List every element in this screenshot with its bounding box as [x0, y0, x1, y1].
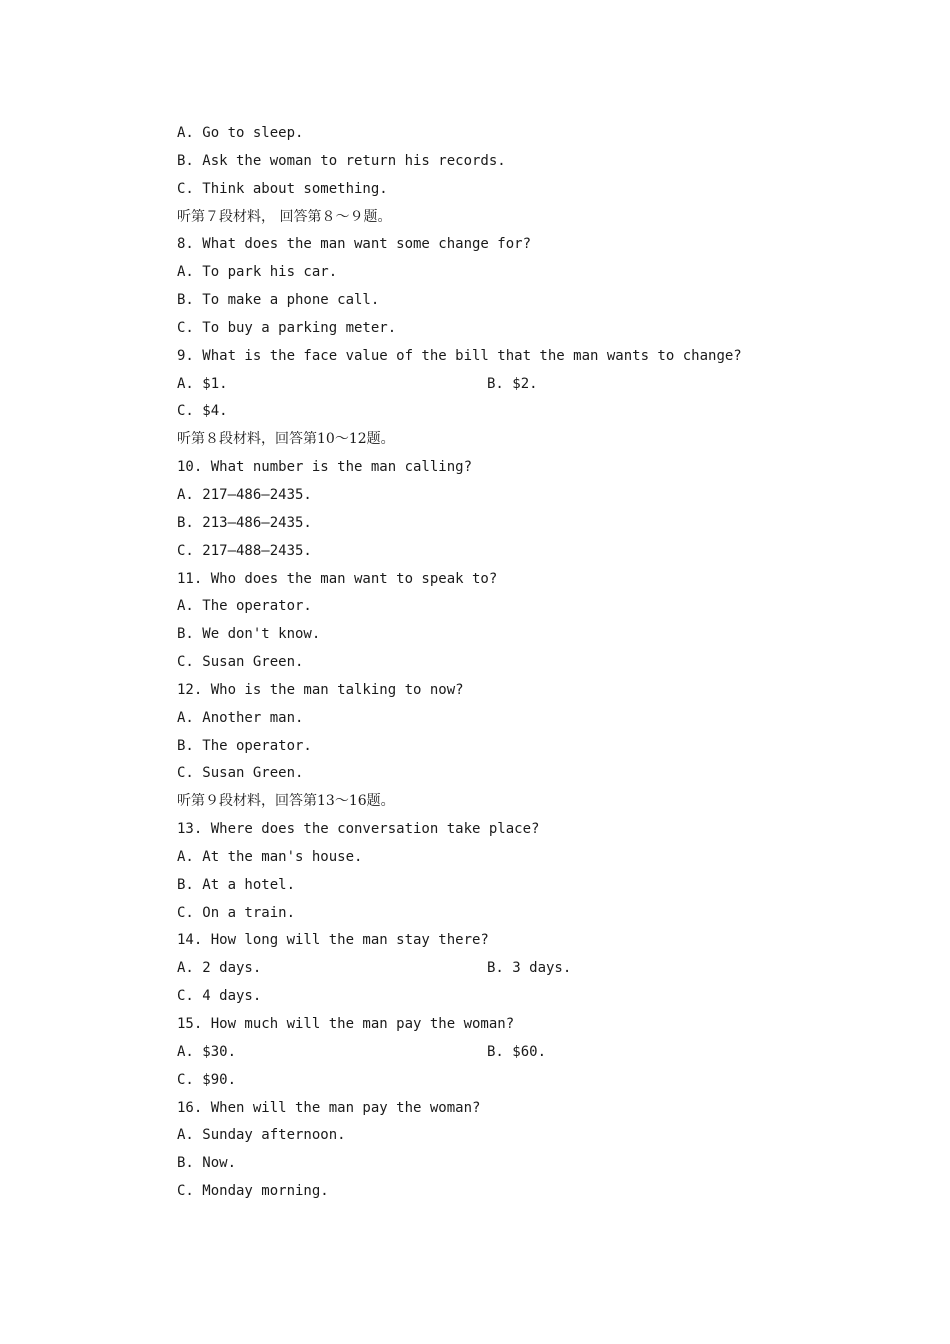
section-instruction: 听第８段材料，回答第10～12题。 [177, 431, 395, 448]
question-text: 16. When will the man pay the woman? [177, 1099, 481, 1116]
answer-option: B. At a hotel. [177, 876, 296, 893]
exam-page [177, 120, 817, 1206]
answer-option: A. 217—486—2435. [177, 486, 312, 503]
answer-option: A. 2 days. [177, 960, 262, 977]
answer-option: B. $60. [487, 1043, 547, 1060]
answer-option: C. On a train. [177, 904, 296, 921]
question-text: 11. Who does the man want to speak to? [177, 570, 498, 587]
answer-option: A. To park his car. [177, 264, 338, 281]
answer-option: B. 3 days. [487, 960, 572, 977]
answer-option: C. 4 days. [177, 988, 262, 1005]
answer-option: C. Susan Green. [177, 765, 304, 782]
answer-option: A. $30. [177, 1043, 237, 1060]
answer-option: A. Go to sleep. [177, 125, 304, 141]
answer-option: C. Think about something. [177, 180, 388, 197]
section-instruction: 听第７段材料， 回答第８～９题。 [177, 208, 392, 225]
answer-option: C. Monday morning. [177, 1183, 329, 1200]
option-pair [177, 955, 817, 983]
question-text: 13. Where does the conversation take place? [177, 821, 540, 838]
answer-option: C. 217—488—2435. [177, 542, 312, 559]
answer-option: A. At the man's house. [177, 848, 363, 865]
answer-option: C. To buy a parking meter. [177, 319, 397, 336]
answer-option: C. $4. [177, 403, 228, 420]
answer-option: B. $2. [487, 375, 538, 392]
answer-option: A. Another man. [177, 709, 304, 726]
answer-option: A. The operator. [177, 598, 312, 615]
question-text: 10. What number is the man calling? [177, 459, 473, 476]
question-text: 12. Who is the man talking to now? [177, 681, 464, 698]
answer-option: B. To make a phone call. [177, 292, 380, 309]
answer-option: C. $90. [177, 1071, 237, 1088]
answer-option: B. Now. [177, 1155, 237, 1172]
answer-option: B. Ask the woman to return his records. [177, 152, 506, 169]
answer-option: A. Sunday afternoon. [177, 1127, 346, 1144]
question-text: 14. How long will the man stay there? [177, 932, 489, 949]
question-text: 8. What does the man want some change for? [177, 236, 532, 253]
question-text: 9. What is the face value of the bill that the man wants to change? [177, 347, 742, 364]
answer-option: B. 213—486—2435. [177, 514, 312, 531]
answer-option: B. The operator. [177, 737, 312, 754]
answer-option: B. We don't know. [177, 626, 321, 643]
option-pair [177, 1039, 817, 1067]
answer-option: A. $1. [177, 375, 228, 392]
question-text: 15. How much will the man pay the woman? [177, 1016, 515, 1032]
option-pair [177, 371, 817, 399]
answer-option: C. Susan Green. [177, 654, 304, 671]
section-instruction: 听第９段材料，回答第13～16题。 [177, 793, 395, 810]
